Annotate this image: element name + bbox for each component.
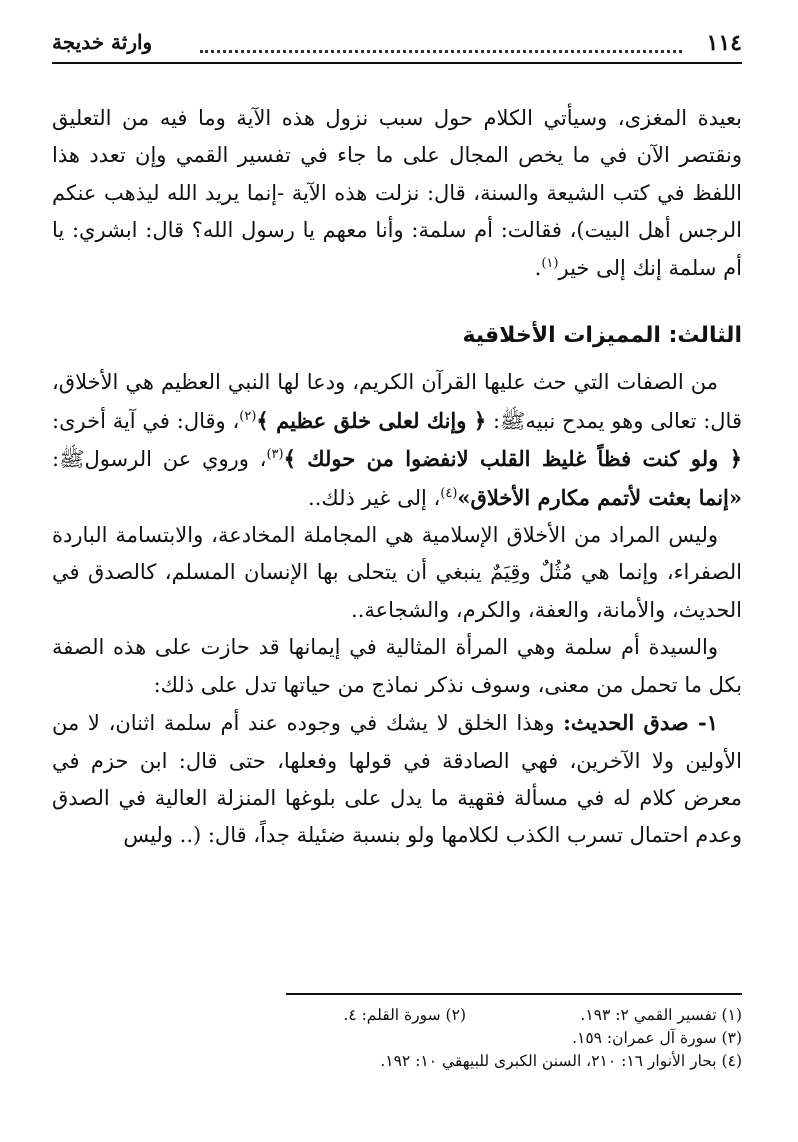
footnote-separator xyxy=(286,993,742,995)
header-dotted-leader xyxy=(200,26,682,53)
footnotes xyxy=(280,1004,742,1073)
paragraph-5: ١- صدق الحديث: وهذا الخلق لا يشك في وجوده عند أم سلمة اثنان، لا من الأولين ولا الآخرين، فهي الصادقة في قولها وفعلها، حتى قال: ابن حزم في معرض كلام له في مسألة فقهية ما يدل على بلوغها المنزلة العالية في الصدق وعدم احتمال تسرب الكذب لكلامها ولو بنسبة ضئيلة جداً، قال: (.. وليس xyxy=(52,710,742,848)
paragraph-4: والسيدة أم سلمة وهي المرأة المثالية في إيمانها قد حازت على هذه الصفة بكل ما تحمل من معنى، وسوف نذكر نماذج من حياتها تدل على ذلك: xyxy=(52,635,742,697)
footnote-ref-4: (٤) xyxy=(440,485,458,501)
footnote-row-3 xyxy=(280,1050,742,1073)
footnote-2: (٢) سورة القلم: ٤. xyxy=(343,1006,466,1024)
salawat-glyph: ﷺ xyxy=(500,408,526,433)
main-text xyxy=(52,100,742,855)
salawat-glyph-2: ﷺ xyxy=(59,447,85,472)
paragraph-1: بعيدة المغزى، وسيأتي الكلام حول سبب نزول هذه الآية وما فيه من التعليق ونقتصر الآن في ما يخص المجال على ما جاء في تفسير القمي وإن تعدد هذا اللفظ في كتب الشيعة والسنة، قال: نزلت هذه الآية -إنما يريد الله ليذهب عنكم الرجس أهل البيت)، فقالت: أم سلمة: وأنا معهم يا رسول الله؟ قال: ابشري: يا أم سلمة إنك إلى خير$^{(١)}$. xyxy=(52,106,742,280)
section-heading: الثالث: المميزات الأخلاقية xyxy=(462,323,742,349)
footnote-ref-1: (١) xyxy=(541,255,559,271)
footnote-row-1 xyxy=(280,1004,742,1027)
running-title: وارثة خديجة xyxy=(52,30,153,54)
footnote-ref-3: (٣) xyxy=(266,447,284,463)
page-header xyxy=(52,26,742,64)
paragraph-3: وليس المراد من الأخلاق الإسلامية هي المجاملة المخادعة، والابتسامة الباردة الصفراء، وإنما هي مُثُلٌ وقِيَمٌ ينبغي أن يتحلى بها الإنسان المسلم، كالصدق في الحديث، والأمانة، والعفة، والكرم، والشجاعة.. xyxy=(52,523,742,622)
footnote-ref-2: (٢) xyxy=(239,408,257,424)
quran-quote-1: ﴿ وإنك لعلى خلق عظيم ﴾ xyxy=(256,407,487,433)
hadith-quote: «إنما بعثت لأتمم مكارم الأخلاق» xyxy=(457,484,742,510)
quran-quote-2: ﴿ ولو كنت فظاً غليظ القلب لانفضوا من حولك ﴾ xyxy=(283,446,742,472)
footnote-3: (٣) سورة آل عمران: ١٥٩. xyxy=(572,1029,742,1047)
page-number: ١١٤ xyxy=(706,30,742,56)
footnote-1: (١) تفسير القمي ٢: ١٩٣. xyxy=(580,1006,742,1024)
paragraph-2: من الصفات التي حث عليها القرآن الكريم، ودعا لها النبي العظيم هي الأخلاق، قال: تعالى وهو يمدح نبيهﷺ: ﴿ وإنك لعلى خلق عظيم ﴾$^{(٢)}$، وقال: في آية أخرى: ﴿ ولو كنت فظاً غليظ القلب لانفضوا من حولك ﴾$^{(٣)}$، وروي عن الرسولﷺ: «إنما بعثت لأتمم مكارم الأخلاق»$^{(٤)}$، إلى غير ذلك.. xyxy=(52,370,742,510)
footnote-4: (٤) بحار الأنوار ١٦: ٢١٠، السنن الكبرى للبيهقي ١٠: ١٩٢. xyxy=(380,1052,742,1070)
footnote-row-2 xyxy=(280,1027,742,1050)
subsection-label: ١- صدق الحديث: xyxy=(563,710,718,736)
